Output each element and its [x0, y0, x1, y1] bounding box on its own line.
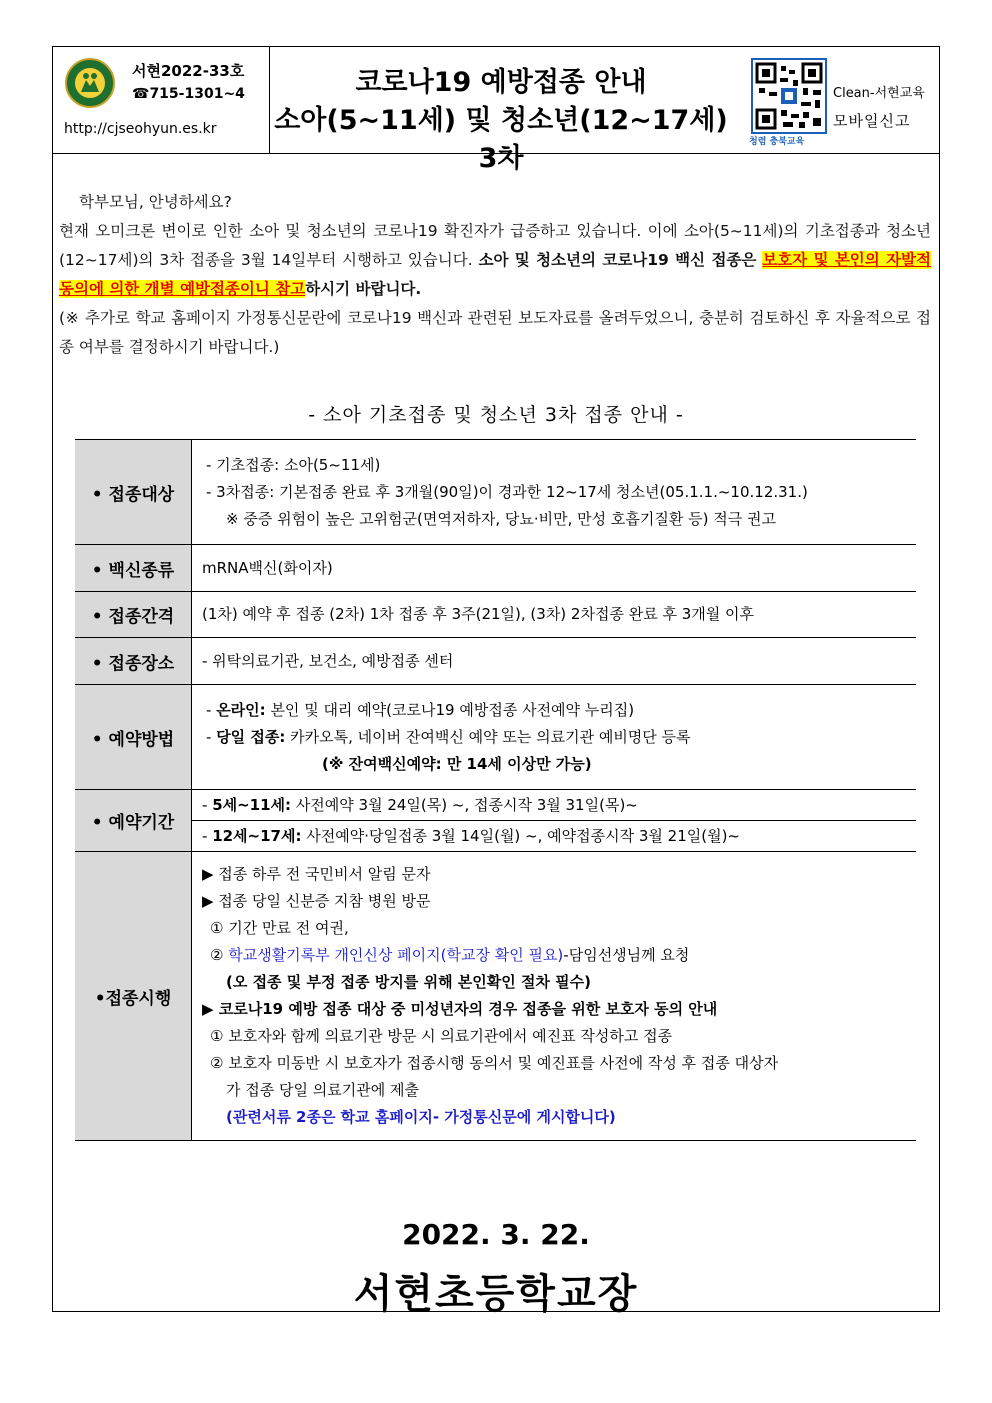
- procedure-line-9: 가 접종 당일 의료기관에 제출: [226, 1081, 419, 1099]
- table-row: [75, 440, 916, 545]
- phone-number: ☎715-1301~4: [132, 86, 245, 102]
- greeting: 학부모님, 안녕하세요?: [79, 193, 232, 211]
- vaccination-info-table: [75, 439, 916, 1141]
- method-prefix: -: [206, 700, 217, 719]
- procedure-line-10: (관련서류 2종은 학교 홈페이지- 가정통신문에 게시합니다): [226, 1108, 616, 1126]
- row-label: • 접종대상: [75, 440, 192, 545]
- table-row: [75, 545, 916, 592]
- method-line-2: [202, 724, 906, 751]
- period-text-1: 사전예약 3월 24일(목) ~, 접종시작 3월 31일(목)~: [291, 796, 638, 814]
- method-note: (※ 잔여백신예약: 만 14세 이상만 가능): [322, 754, 592, 773]
- target-line-3: ※ 중증 위험이 높은 고위험군(면역저하자, 당뇨·비만, 만성 호흡기질환 등) 적극 권고: [226, 509, 776, 528]
- period-age-2: 12세~17세:: [212, 827, 302, 845]
- intro-bold: 소아 및 청소년의 코로나19 백신 접종은: [478, 251, 757, 269]
- procedure-line-5: (오 접종 및 부정 접종 방지를 위해 본인확인 절차 필수): [226, 973, 592, 991]
- period-line-1: [192, 790, 916, 821]
- row-value: [192, 852, 917, 1141]
- method-sameday-text: 카카오톡, 네이버 잔여백신 예약 또는 의료기관 예비명단 등록: [285, 727, 691, 746]
- procedure-line-3: ① 기간 만료 전 여권,: [210, 919, 349, 937]
- period-age-1: 5세~11세:: [212, 796, 292, 814]
- row-label: • 백신종류: [75, 545, 192, 592]
- procedure-number: ②: [210, 946, 229, 964]
- letterhead: [52, 46, 940, 174]
- target-line-2: - 3차접종: 기본접종 완료 후 3개월(90일)이 경과한 12~17세 청소년(05.1.1.~10.12.31.): [206, 482, 808, 501]
- method-line-1: [202, 697, 906, 724]
- procedure-request: -담임선생님께 요청: [563, 946, 690, 964]
- table-row: [75, 592, 916, 638]
- letterhead-info: [52, 46, 270, 154]
- clean-report-label: Clean-서현교육: [833, 86, 925, 101]
- row-value: [192, 440, 917, 545]
- document-number: 서현2022-33호: [132, 62, 245, 80]
- school-logo-icon: [65, 58, 115, 108]
- row-value: mRNA백신(화이자): [192, 545, 917, 592]
- method-sameday: 당일 접종:: [216, 727, 286, 746]
- document-date: 2022. 3. 22.: [402, 1218, 590, 1251]
- row-value: [192, 790, 917, 852]
- signer: 서현초등학교장: [353, 1271, 639, 1317]
- row-value: [192, 685, 917, 790]
- row-label: •접종시행: [75, 852, 192, 1141]
- row-label: • 접종장소: [75, 638, 192, 685]
- method-online-text: 본인 및 대리 예약(코로나19 예방접종 사전예약 누리집): [265, 700, 635, 719]
- procedure-line-6: ▶ 코로나19 예방 접종 대상 중 미성년자의 경우 접종을 위한 보호자 동의 안내: [202, 1000, 718, 1018]
- intro-paragraph: [59, 217, 931, 304]
- intro-end: 하시기 바랍니다.: [305, 280, 422, 298]
- intro-highlight: 보호자 및 본인의 자발적 동의에 의한 개별 예방접종이니 참고: [59, 251, 931, 298]
- intro-text: [59, 188, 931, 362]
- period-prefix: -: [202, 796, 213, 814]
- section-subtitle: - 소아 기초접종 및 청소년 3차 접종 안내 -: [308, 404, 684, 426]
- title-line-2: 소아(5~11세) 및 청소년(12~17세) 3차: [274, 105, 728, 174]
- intro-sentence: 현재 오미크론 변이로 인한 소아 및 청소년의 코로나19 확진자가 급증하고 있습니다. 이에 소아(5~11세)의 기초접종과 청소년(12~17세)의 3차 접종을 3월 14일부터 시행하고 있습니다.: [59, 222, 931, 269]
- row-label: • 예약방법: [75, 685, 192, 790]
- method-prefix: -: [206, 727, 217, 746]
- mobile-report-label: 모바일신고: [833, 112, 911, 130]
- row-label: • 예약기간: [75, 790, 192, 852]
- period-text-2: 사전예약·당일접종 3월 14일(월) ~, 예약접종시작 3월 21일(월)~: [301, 827, 741, 845]
- table-row: [75, 685, 916, 790]
- method-online: 온라인:: [216, 700, 266, 719]
- period-line-2: [192, 821, 916, 851]
- qr-caption: 청렴 충북교육: [749, 137, 805, 147]
- procedure-line-7: ① 보호자와 함께 의료기관 방문 시 의료기관에서 예진표 작성하고 접종: [210, 1027, 673, 1045]
- row-value: - 위탁의료기관, 보건소, 예방접종 센터: [192, 638, 917, 685]
- page-title: [270, 64, 732, 178]
- period-prefix: -: [202, 827, 213, 845]
- intro-note: (※ 추가로 학교 홈페이지 가정통신문란에 코로나19 백신과 관련된 보도자료를 올려두었으니, 충분히 검토하신 후 자율적으로 접종 여부를 결정하시기 바랍니다.): [59, 309, 931, 356]
- procedure-line-8: ② 보호자 미동반 시 보호자가 접종시행 동의서 및 예진표를 사전에 작성 후 접종 대상자: [210, 1054, 779, 1072]
- school-url[interactable]: http://cjseohyun.es.kr: [64, 121, 217, 137]
- procedure-record-page: 학교생활기록부 개인신상 페이지(학교장 확인 필요): [228, 946, 564, 964]
- title-line-1: 코로나19 예방접종 안내: [355, 67, 647, 98]
- procedure-line-4: [202, 942, 906, 969]
- row-label: • 접종간격: [75, 592, 192, 638]
- table-row: [75, 790, 916, 852]
- procedure-line-2: ▶ 접종 당일 신분증 지참 병원 방문: [202, 892, 431, 910]
- row-value: (1차) 예약 후 접종 (2차) 1차 접종 후 3주(21일), (3차) 2차접종 완료 후 3개월 이후: [192, 592, 917, 638]
- qr-code-icon[interactable]: [751, 58, 827, 134]
- table-row: [75, 852, 916, 1141]
- procedure-line-1: ▶ 접종 하루 전 국민비서 알림 문자: [202, 865, 431, 883]
- table-row: [75, 638, 916, 685]
- target-line-1: - 기초접종: 소아(5~11세): [206, 455, 381, 474]
